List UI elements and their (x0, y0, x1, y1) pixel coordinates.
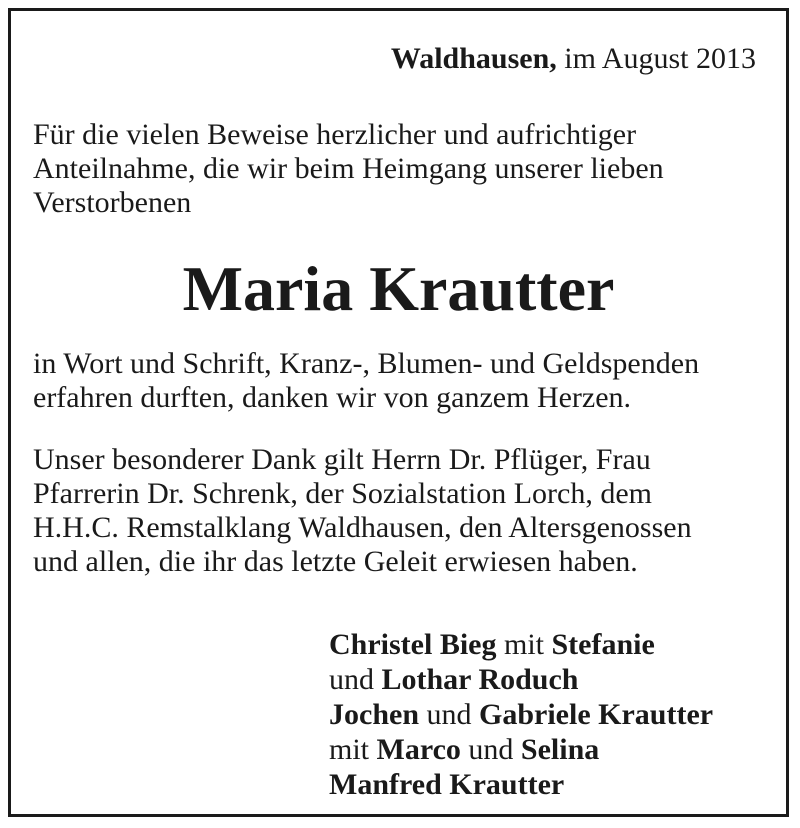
intro-paragraph (33, 118, 664, 220)
signer-name: Marco (376, 733, 461, 766)
special-thanks-line: Unser besonderer Dank gilt Herrn Dr. Pflüger, Frau (33, 443, 651, 476)
signer-name: Stefanie (551, 628, 655, 661)
signer-line (329, 662, 713, 697)
signer-line (329, 697, 713, 732)
signer-connector: und (329, 663, 382, 696)
thanks-paragraph (33, 347, 699, 415)
dateline (391, 41, 756, 77)
intro-line: Anteilnahme, die wir beim Heimgang unserer lieben (33, 152, 664, 185)
signer-line (329, 627, 713, 662)
signer-name: Lothar Roduch (381, 663, 579, 696)
deceased-name: Maria Krautter (182, 253, 615, 324)
intro-line: Für die vielen Beweise herzlicher und aufrichtiger (33, 118, 637, 151)
signer-name: Jochen (329, 698, 419, 731)
signer-line (329, 732, 713, 767)
dateline-date: im August 2013 (564, 42, 756, 75)
signer-connector: mit (496, 628, 552, 661)
notice-frame (8, 8, 789, 817)
signers-block (329, 627, 713, 802)
signer-connector: mit (329, 733, 377, 766)
signer-name: Christel Bieg (329, 628, 497, 661)
thanks-line: erfahren durften, danken wir von ganzem Herzen. (33, 381, 632, 414)
signer-connector: und (460, 733, 521, 766)
special-thanks-paragraph (33, 443, 692, 579)
signer-name: Selina (520, 733, 600, 766)
thanks-line: in Wort und Schrift, Kranz-, Blumen- und Geldspenden (33, 347, 700, 380)
signer-line (329, 767, 713, 802)
intro-line: Verstorbenen (33, 186, 192, 219)
dateline-place: Waldhausen, (390, 42, 557, 75)
signer-name: Gabriele Krautter (479, 698, 714, 731)
signer-connector: und (419, 698, 479, 731)
special-thanks-line: H.H.C. Remstalklang Waldhausen, den Altersgenossen (33, 511, 692, 544)
special-thanks-line: und allen, die ihr das letzte Geleit erwiesen haben. (33, 545, 638, 578)
special-thanks-line: Pfarrerin Dr. Schrenk, der Sozialstation Lorch, dem (33, 477, 652, 510)
signer-name: Manfred Krautter (329, 768, 565, 801)
